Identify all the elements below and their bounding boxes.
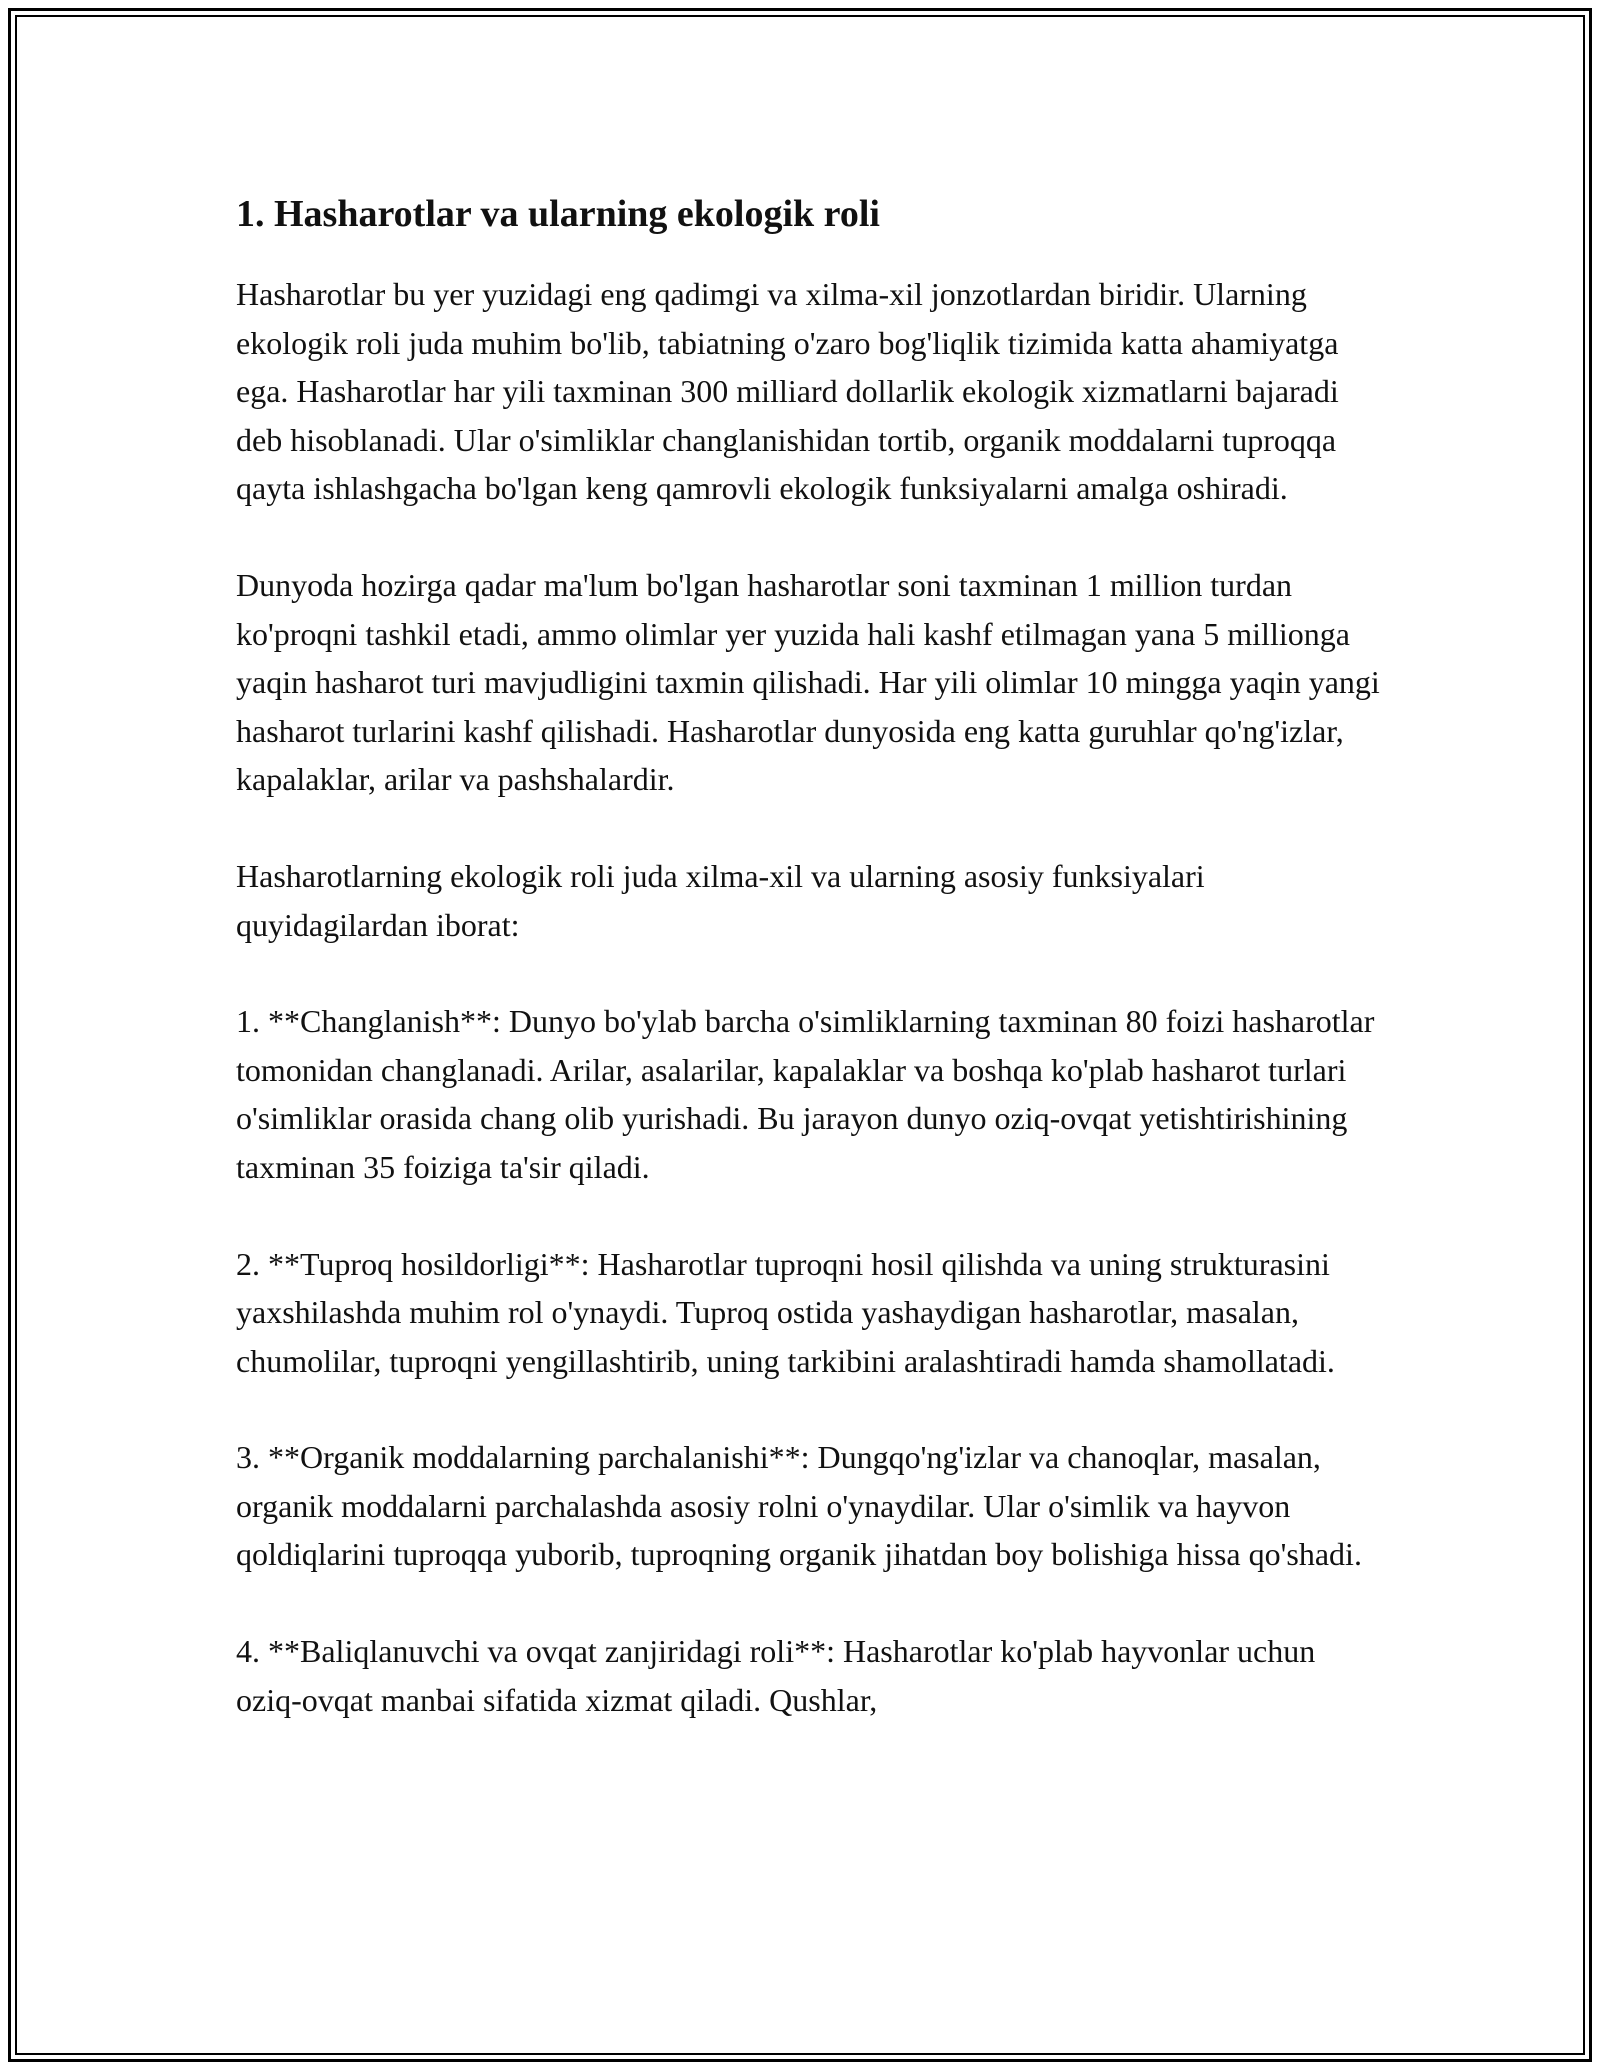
paragraph-species-count: Dunyoda hozirga qadar ma'lum bo'lgan hasharotlar soni taxminan 1 million turdan ko'proqni tashkil etadi, ammo olimlar yer yuzida hali kashf etilmagan yana 5 millionga yaqin hasharot turi mavjudligini taxmin qilishadi. Har yili olimlar 10 mingga yaqin yangi hasharot turlarini kashf qilishadi. Hasharotlar dunyosida eng katta guruhlar qo'ng'izlar, kapalaklar, arilar va pashshalardir. — [236, 566, 1380, 798]
list-item-soil-fertility: 2. **Tuproq hosildorligi**: Hasharotlar tuproqni hosil qilishda va uning strukturasini yaxshilashda muhim rol o'ynaydi. Tuproq ostida yashaydigan hasharotlar, masalan, chumolilar, tuproqni yengillashtirib, uning tarkibini aralashtiradi hamda shamollatadi. — [236, 1245, 1335, 1379]
paragraph-intro: Hasharotlar bu yer yuzidagi eng qadimgi va xilma-xil jonzotlardan biridir. Ularning ekologik roli juda muhim bo'lib, tabiatning o'zaro bog'liqlik tizimida katta ahamiyatga ega. Hasharotlar har yili taxminan 300 milliard dollarlik ekologik xizmatlarni bajaradi deb hisoblanadi. Ular o'simliklar changlanishidan tortib, organik moddalarni tuproqqa qayta ishlashgacha bo'lgan keng qamrovli ekologik funksiyalarni amalga oshiradi. — [236, 276, 1339, 507]
document-body — [236, 186, 1386, 1772]
list-item-food-chain: 4. **Baliqlanuvchi va ovqat zanjiridagi roli**: Hasharotlar ko'plab hayvonlar uchun oziq-ovqat manbai sifatida xizmat qiladi. Qushlar, — [236, 1633, 1316, 1718]
list-item-decomposition: 3. **Organik moddalarning parchalanishi**: Dungqo'ng'izlar va chanoqlar, masalan, organik moddalarni parchalashda asosiy rolni o'ynaydilar. Ular o'simlik va hayvon qoldiqlarini tuproqqa yuborib, tuproqning organik jihatdan boy bolishiga hissa qo'shadi. — [236, 1439, 1362, 1573]
list-item-pollination: 1. **Changlanish**: Dunyo bo'ylab barcha o'simliklarning taxminan 80 foizi hasharotlar tomonidan changlanadi. Arilar, asalarilar, kapalaklar va boshqa ko'plab hasharot turlari o'simliklar orasida chang olib yurishadi. Bu jarayon dunyo oziq-ovqat yetishtirishining taxminan 35 foiziga ta'sir qiladi. — [236, 1003, 1375, 1185]
paragraph-functions-intro: Hasharotlarning ekologik roli juda xilma-xil va ularning asosiy funksiyalari quyidagilardan iborat: — [236, 857, 1205, 943]
section-heading: 1. Hasharotlar va ularning ekologik roli — [236, 193, 880, 235]
